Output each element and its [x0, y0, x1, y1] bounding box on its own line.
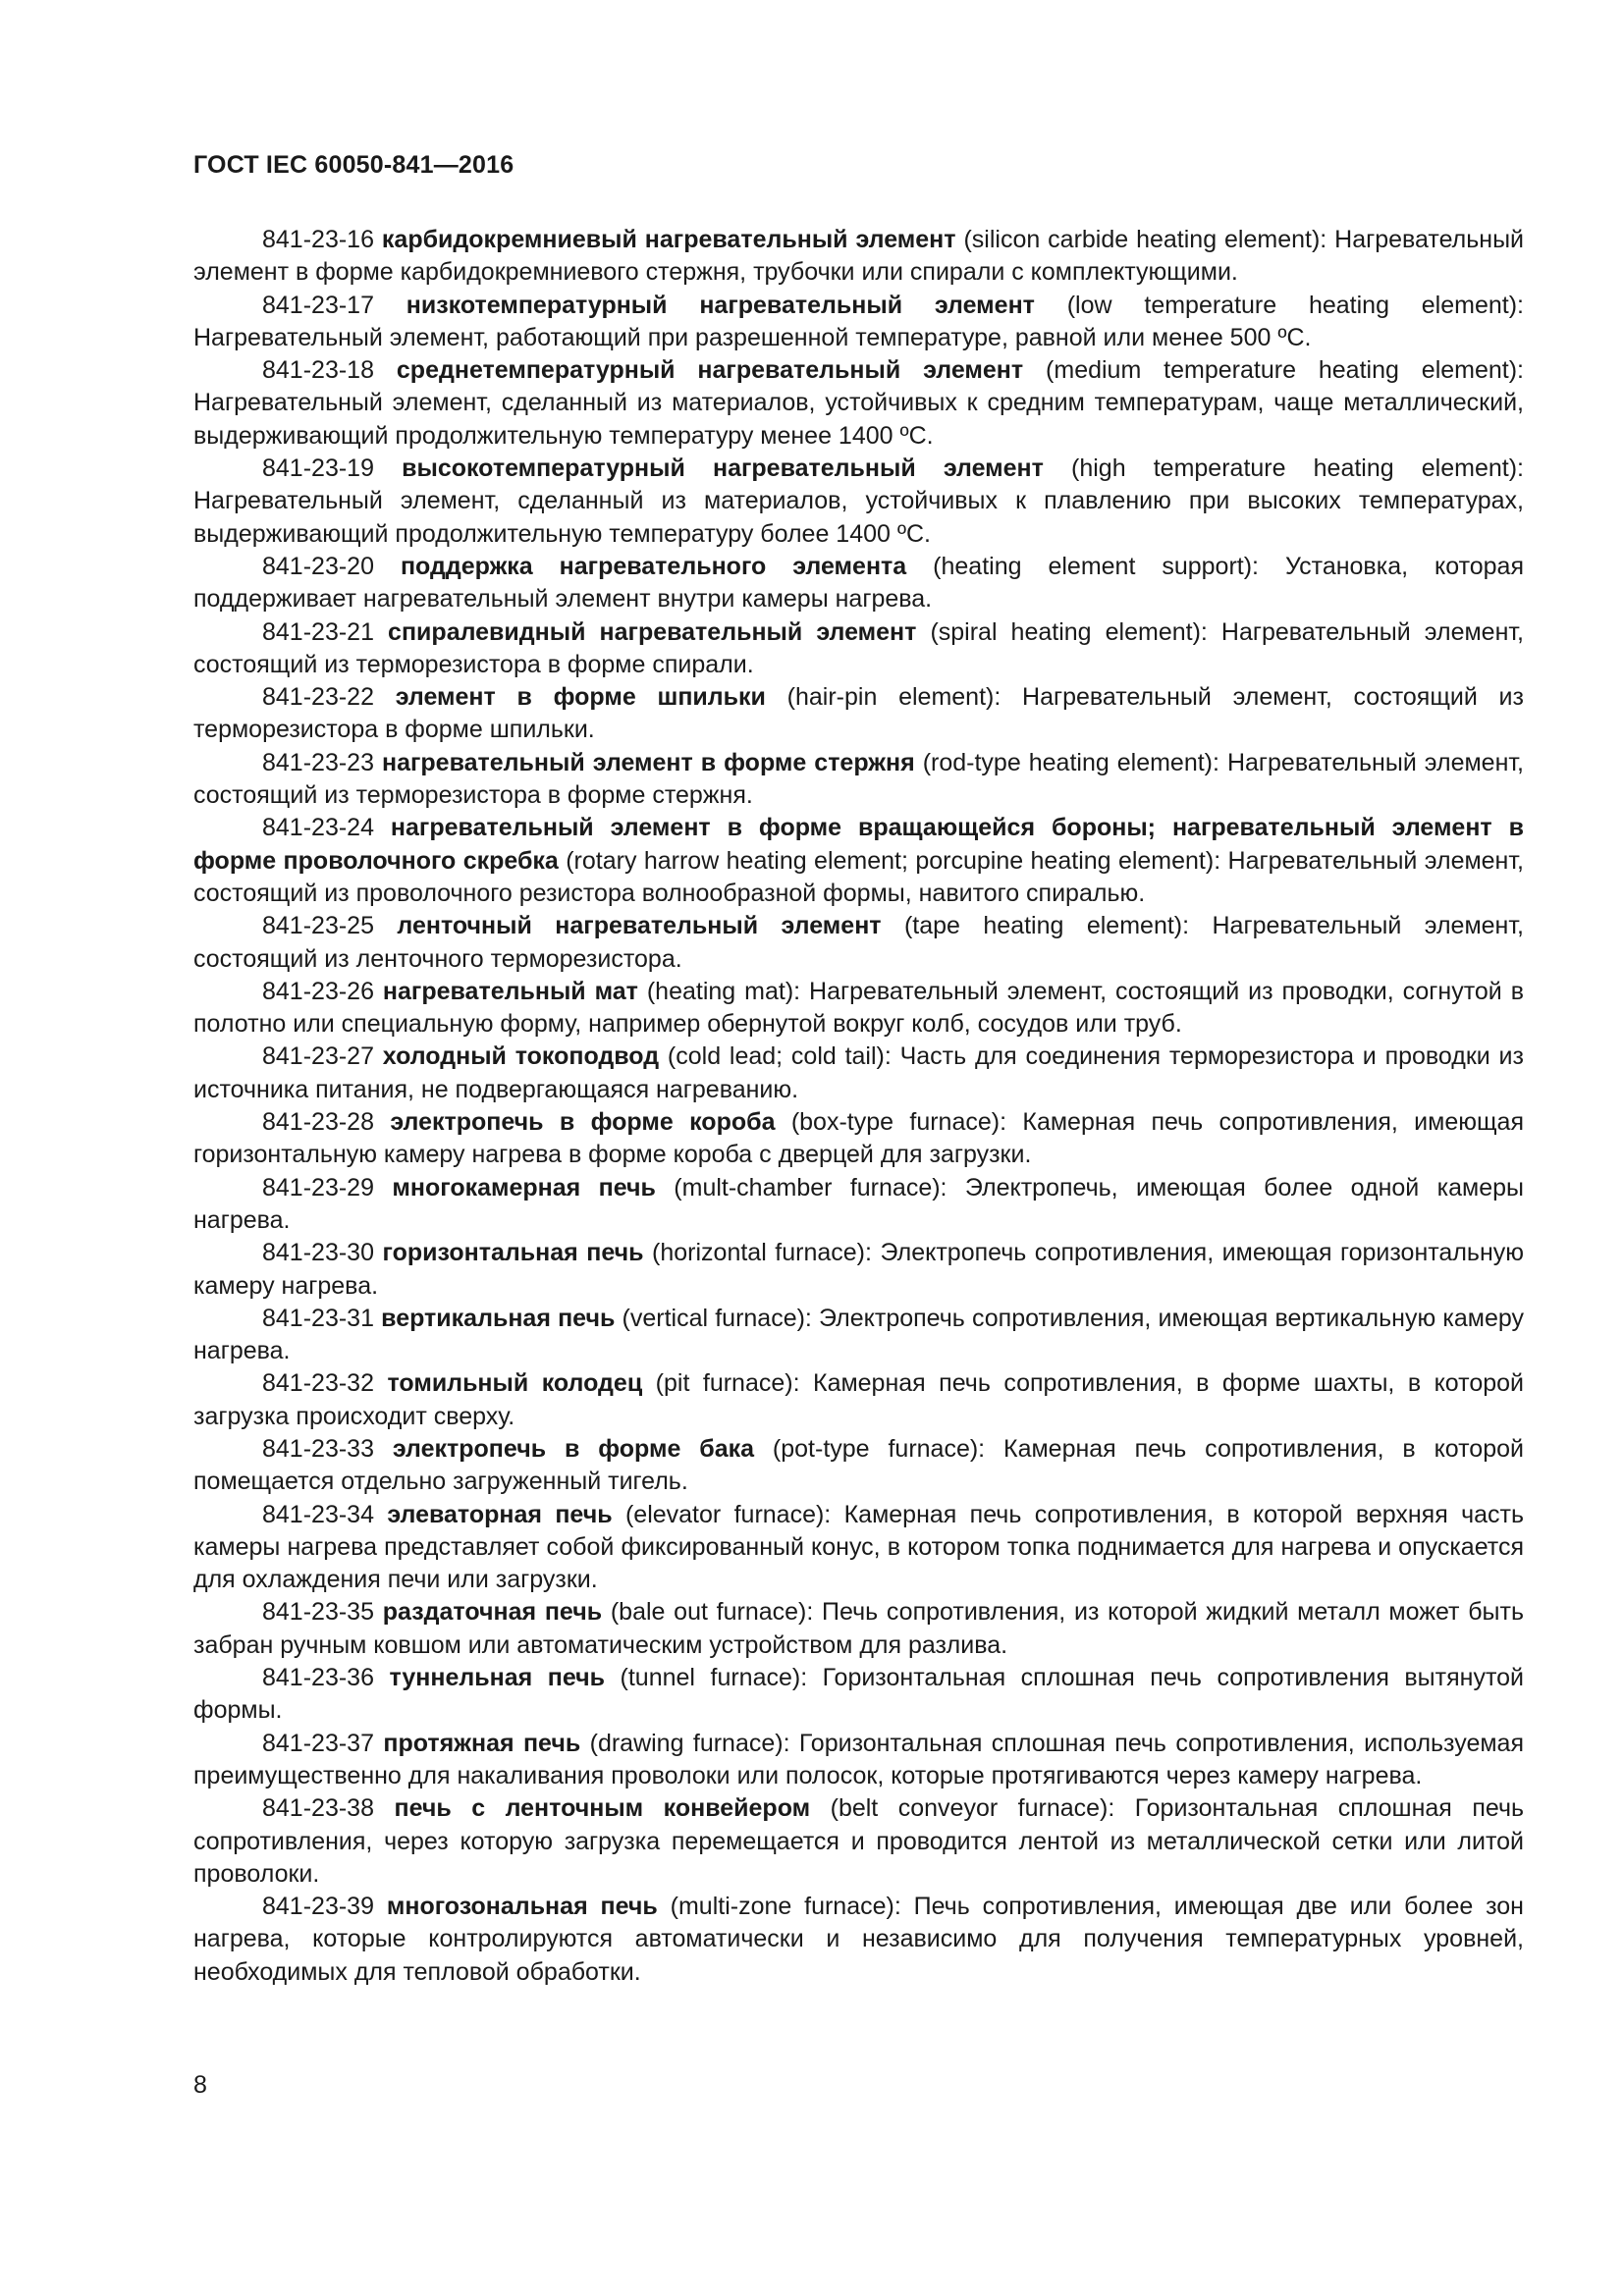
term-code: 841-23-36 — [262, 1664, 374, 1692]
term-entry-25 — [193, 910, 1524, 976]
term-code: 841-23-22 — [262, 683, 374, 712]
term-definition: (tape heating element): Нагревательный элемент, состоящий из ленточного терморезистора. — [193, 912, 1524, 973]
term-name: электропечь в форме бака — [392, 1434, 755, 1463]
term-name: вертикальная печь — [381, 1304, 616, 1332]
term-code: 841-23-34 — [262, 1500, 374, 1528]
term-name: нагревательный элемент в форме вращающейся бороны; нагревательный элемент в форме проволочного скребка — [193, 814, 1524, 875]
term-name: туннельная печь — [389, 1664, 606, 1692]
terms-list — [193, 224, 1524, 1989]
term-code: 841-23-33 — [262, 1434, 374, 1463]
term-code: 841-23-38 — [262, 1794, 374, 1823]
term-definition: (mult-chamber furnace): Электропечь, имеющая более одной камеры нагрева. — [193, 1173, 1524, 1234]
term-name: горизонтальная печь — [382, 1239, 644, 1267]
term-code: 841-23-17 — [262, 291, 374, 319]
term-entry-18 — [193, 354, 1524, 453]
term-definition: (pot-type furnace): Камерная печь сопротивления, в которой помещается отдельно загруженный тигель. — [193, 1434, 1524, 1496]
term-definition: (rod-type heating element): Нагревательный элемент, состоящий из терморезистора в форме стержня. — [193, 748, 1524, 810]
term-entry-26 — [193, 976, 1524, 1041]
term-code: 841-23-16 — [262, 226, 374, 253]
term-code: 841-23-29 — [262, 1173, 374, 1201]
term-definition: (medium temperature heating element): Нагревательный элемент, сделанный из материалов, устойчивых к средним температурам, чаще металлический, выдерживающий продолжительную температуру менее 1400 ºC. — [193, 356, 1524, 450]
term-entry-23 — [193, 747, 1524, 813]
term-definition: (vertical furnace): Электропечь сопротивления, имеющая вертикальную камеру нагрева. — [193, 1304, 1524, 1365]
term-definition: (bale out furnace): Печь сопротивления, из которой жидкий металл может быть забран ручным ковшом или автоматическим устройством для разлива. — [193, 1598, 1524, 1659]
term-name: спиралевидный нагревательный элемент — [388, 617, 917, 646]
term-entry-33 — [193, 1433, 1524, 1499]
term-code: 841-23-18 — [262, 356, 374, 385]
term-name: нагревательный элемент в форме стержня — [381, 748, 915, 776]
term-entry-37 — [193, 1728, 1524, 1793]
term-entry-36 — [193, 1662, 1524, 1728]
term-definition: (box-type furnace): Камерная печь сопротивления, имеющая горизонтальную камеру нагрева в форме короба с дверцей для загрузки. — [193, 1108, 1524, 1169]
term-entry-32 — [193, 1367, 1524, 1433]
term-name: томильный колодец — [387, 1369, 643, 1398]
term-name: многозональная печь — [386, 1893, 658, 1921]
term-definition: (belt conveyor furnace): Горизонтальная сплошная печь сопротивления, через которую загрузка перемещается и проводится лентой из металлической сетки или литой проволоки. — [193, 1794, 1524, 1888]
term-entry-19 — [193, 453, 1524, 551]
term-code: 841-23-23 — [262, 748, 374, 776]
term-code: 841-23-30 — [262, 1239, 374, 1267]
page-number: 8 — [193, 2071, 207, 2099]
term-name: многокамерная печь — [392, 1173, 656, 1201]
term-definition: (rotary harrow heating element; porcupine heating element): Нагревательный элемент, состоящий из проволочного резистора волнообразной формы, навитого спиралью. — [193, 846, 1524, 907]
term-definition: (pit furnace): Камерная печь сопротивления, в форме шахты, в которой загрузка происходит сверху. — [193, 1369, 1525, 1430]
term-entry-39 — [193, 1891, 1524, 1989]
term-name: электропечь в форме короба — [390, 1108, 776, 1137]
term-code: 841-23-28 — [262, 1108, 374, 1137]
term-entry-22 — [193, 681, 1524, 747]
term-entry-31 — [193, 1303, 1524, 1368]
term-definition: (elevator furnace): Камерная печь сопротивления, в которой верхняя часть камеры нагрева представляет собой фиксированный конус, в котором топка поднимается для нагрева и опускается для охлаждения печи или загрузки. — [193, 1500, 1524, 1594]
term-definition: (high temperature heating element): Нагревательный элемент, сделанный из материалов, устойчивых к плавлению при высоких температурах, выдерживающий продолжительную температуру более 1400 ºC. — [193, 454, 1524, 548]
term-definition: (silicon carbide heating element): Нагревательный элемент в форме карбидокремниевого стержня, трубочки или спирали с комплектующими. — [193, 226, 1524, 287]
term-definition: (heating mat): Нагревательный элемент, состоящий из проводки, согнутой в полотно или специальную форму, например обернутой вокруг колб, сосудов или труб. — [193, 977, 1524, 1039]
term-entry-17 — [193, 290, 1524, 355]
term-entry-27 — [193, 1041, 1524, 1106]
term-entry-35 — [193, 1596, 1524, 1662]
term-name: низкотемпературный нагревательный элемент — [406, 291, 1035, 319]
term-code: 841-23-19 — [262, 454, 374, 483]
term-name: высокотемпературный нагревательный элемент — [402, 454, 1044, 483]
term-entry-38 — [193, 1792, 1524, 1891]
term-name: холодный токоподвод — [382, 1042, 660, 1071]
term-code: 841-23-26 — [262, 977, 374, 1005]
term-definition: (hair-pin element): Нагревательный элемент, состоящий из терморезистора в форме шпильки. — [193, 683, 1524, 744]
term-definition: (drawing furnace): Горизонтальная сплошная печь сопротивления, используемая преимущественно для накаливания проволоки или полосок, которые протягиваются через камеру нагрева. — [193, 1729, 1524, 1789]
term-code: 841-23-21 — [262, 617, 374, 646]
term-name: карбидокремниевый нагревательный элемент — [381, 226, 956, 253]
term-name: протяжная печь — [383, 1729, 581, 1757]
term-entry-24 — [193, 812, 1524, 910]
term-name: ленточный нагревательный элемент — [397, 912, 882, 940]
term-name: элеваторная печь — [387, 1500, 613, 1528]
term-entry-16 — [193, 224, 1524, 290]
term-entry-30 — [193, 1237, 1524, 1303]
standard-header: ГОСТ IEC 60050-841—2016 — [193, 151, 514, 179]
term-entry-21 — [193, 616, 1524, 682]
term-name: среднетемпературный нагревательный элемент — [396, 356, 1024, 385]
term-name: печь с ленточным конвейером — [394, 1794, 811, 1823]
term-definition: (tunnel furnace): Горизонтальная сплошная печь сопротивления вытянутой формы. — [193, 1664, 1524, 1725]
term-definition: (cold lead; cold tail): Часть для соединения терморезистора и проводки из источника питания, не подвергающаяся нагреванию. — [193, 1042, 1524, 1103]
term-definition: (spiral heating element): Нагревательный элемент, состоящий из терморезистора в форме спирали. — [193, 617, 1524, 678]
term-entry-28 — [193, 1106, 1524, 1172]
term-definition: (low temperature heating element): Нагревательный элемент, работающий при разрешенной температуре, равной или менее 500 ºC. — [193, 291, 1524, 351]
term-name: поддержка нагревательного элемента — [400, 552, 907, 580]
term-name: раздаточная печь — [382, 1598, 603, 1627]
term-code: 841-23-27 — [262, 1042, 374, 1071]
term-entry-29 — [193, 1172, 1524, 1238]
term-code: 841-23-20 — [262, 552, 374, 580]
term-name: элемент в форме шпильки — [395, 683, 766, 712]
term-code: 841-23-35 — [262, 1598, 374, 1627]
term-code: 841-23-24 — [262, 814, 374, 842]
term-code: 841-23-37 — [262, 1729, 374, 1757]
term-entry-34 — [193, 1499, 1524, 1597]
term-code: 841-23-39 — [262, 1893, 374, 1921]
term-code: 841-23-32 — [262, 1369, 374, 1398]
term-definition: (multi-zone furnace): Печь сопротивления, имеющая две или более зон нагрева, которые контролируются автоматически и независимо для получения температурных уровней, необходимых для тепловой обработки. — [193, 1893, 1524, 1986]
term-name: нагревательный мат — [382, 977, 638, 1005]
term-code: 841-23-31 — [262, 1304, 374, 1332]
term-code: 841-23-25 — [262, 912, 374, 940]
term-definition: (horizontal furnace): Электропечь сопротивления, имеющая горизонтальную камеру нагрева. — [193, 1239, 1525, 1300]
term-entry-20 — [193, 551, 1524, 616]
term-definition: (heating element support): Установка, которая поддерживает нагревательный элемент внутри камеры нагрева. — [193, 552, 1524, 614]
